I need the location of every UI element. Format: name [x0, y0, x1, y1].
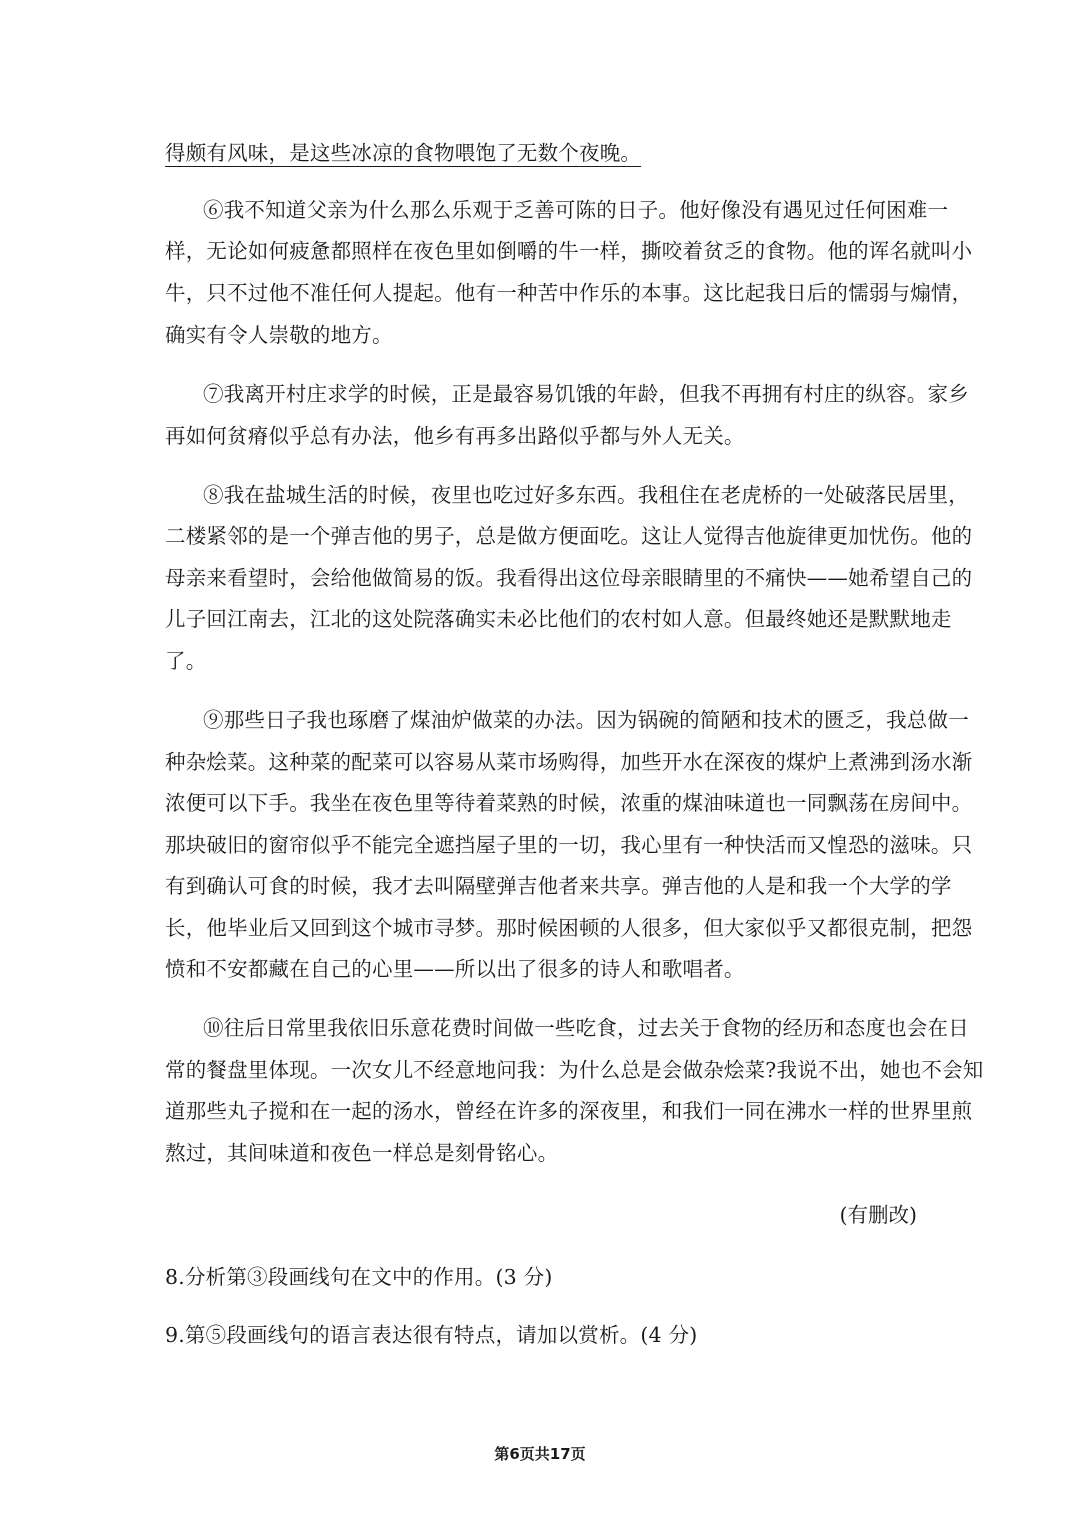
paragraph-9-line: 有到确认可食的时候，我才去叫隔壁弹吉他者来共享。弹吉他的人是和我一个大学的学	[165, 874, 952, 898]
source-note: (有删改)	[839, 1203, 917, 1227]
paragraph-6-line: 样，无论如何疲惫都照样在夜色里如倒嚼的牛一样，撕咬着贫乏的食物。他的诨名就叫小	[165, 239, 973, 263]
paragraph-9-line: ⑨那些日子我也琢磨了煤油炉做菜的办法。因为锅碗的简陋和技术的匮乏，我总做一	[203, 708, 969, 732]
paragraph-10-line: 熬过，其间味道和夜色一样总是刻骨铭心。	[165, 1141, 559, 1165]
paragraph-6-line: 确实有令人崇敬的地方。	[165, 323, 393, 347]
paragraph-9-line: 浓便可以下手。我坐在夜色里等待着菜熟的时候，浓重的煤油味道也一同飘荡在房间中。	[165, 791, 973, 815]
paragraph-10-line: ⑩往后日常里我依旧乐意花费时间做一些吃食，过去关于食物的经历和态度也会在日	[203, 1016, 969, 1040]
paragraph-7-line: 再如何贫瘠似乎总有办法，他乡有再多出路似乎都与外人无关。	[165, 424, 745, 448]
paragraph-10-line: 常的餐盘里体现。一次女儿不经意地问我：为什么总是会做杂烩菜?我说不出，她也不会知	[165, 1058, 984, 1082]
page-number-footer: 第6页共17页	[494, 1445, 586, 1463]
paragraph-9-line: 那块破旧的窗帘似乎不能完全遮挡屋子里的一切，我心里有一种快活而又惶恐的滋味。只	[165, 833, 973, 857]
paragraph-6-line: ⑥我不知道父亲为什么那么乐观于乏善可陈的日子。他好像没有遇见过任何困难一	[203, 198, 949, 222]
paragraph-5-tail: 得颇有风味，是这些冰凉的食物喂饱了无数个夜晚。	[165, 141, 642, 165]
question-8: 8.分析第③段画线句在文中的作用。(3 分)	[165, 1265, 553, 1289]
question-9: 9.第⑤段画线句的语言表达很有特点，请加以赏析。(4 分)	[165, 1323, 698, 1347]
paragraph-8-line: 母亲来看望时，会给他做简易的饭。我看得出这位母亲眼睛里的不痛快——她希望自己的	[165, 566, 973, 590]
paragraph-9-line: 种杂烩菜。这种菜的配菜可以容易从菜市场购得，加些开水在深夜的煤炉上煮沸到汤水渐	[165, 750, 973, 774]
paragraph-10-line: 道那些丸子搅和在一起的汤水，曾经在许多的深夜里，和我们一同在沸水一样的世界里煎	[165, 1099, 973, 1123]
paragraph-8-line: 儿子回江南去，江北的这处院落确实未必比他们的农村如人意。但最终她还是默默地走	[165, 607, 952, 631]
paragraph-8-line: 二楼紧邻的是一个弹吉他的男子，总是做方便面吃。这让人觉得吉他旋律更加忧伤。他的	[165, 524, 973, 548]
paragraph-8-line: 了。	[165, 649, 207, 673]
paragraph-9-line: 愤和不安都藏在自己的心里——所以出了很多的诗人和歌唱者。	[165, 957, 745, 981]
paragraph-7-line: ⑦我离开村庄求学的时候，正是最容易饥饿的年龄，但我不再拥有村庄的纵容。家乡	[203, 382, 969, 406]
paragraph-9-line: 长，他毕业后又回到这个城市寻梦。那时候困顿的人很多，但大家似乎又都很克制，把怨	[165, 916, 973, 940]
paragraph-6-line: 牛，只不过他不准任何人提起。他有一种苦中作乐的本事。这比起我日后的懦弱与煽情，	[165, 281, 973, 305]
paragraph-8-line: ⑧我在盐城生活的时候，夜里也吃过好多东西。我租住在老虎桥的一处破落民居里，	[203, 483, 969, 507]
